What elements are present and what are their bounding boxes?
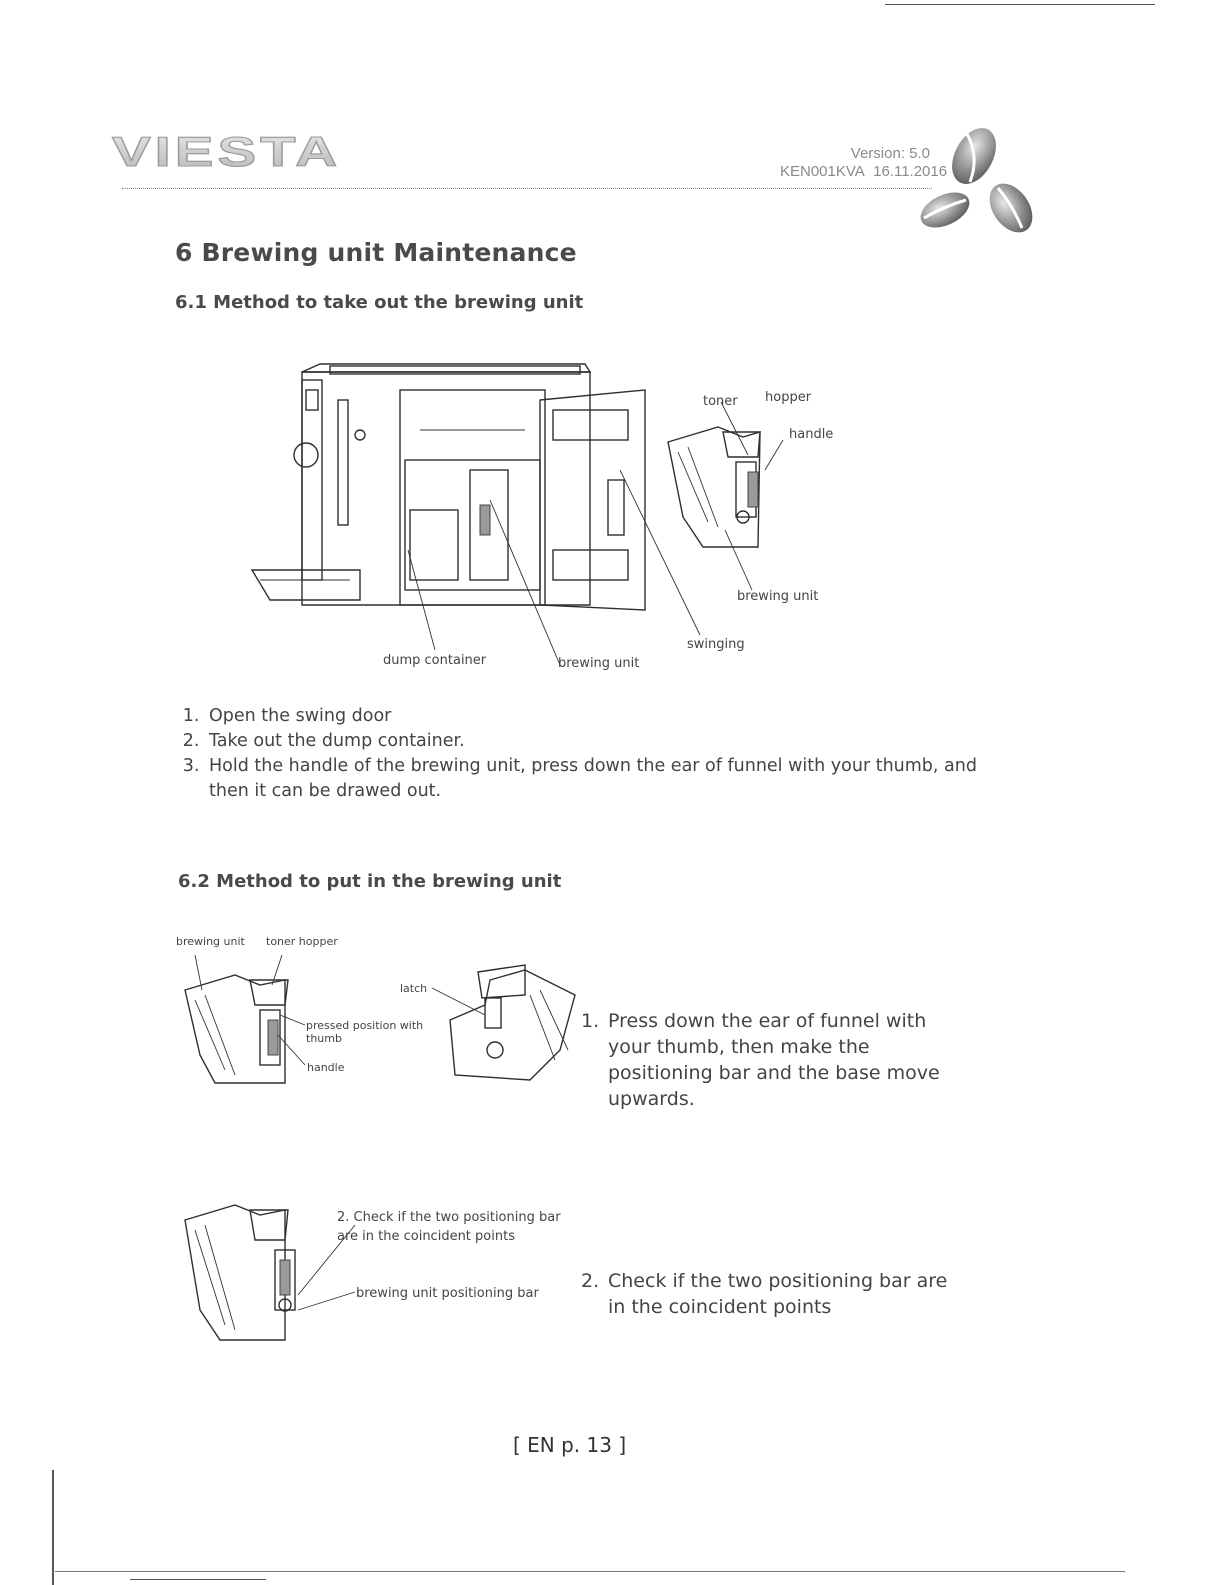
version-block: [780, 145, 948, 181]
label-swinging: swinging: [687, 637, 745, 652]
label-brewing-unit-right: brewing unit: [737, 589, 819, 604]
section-title: 6 Brewing unit Maintenance: [175, 238, 577, 267]
subsection-6-1-title: 6.1 Method to take out the brewing unit: [175, 292, 584, 313]
version-label: Version: 5.0: [850, 145, 930, 162]
step2-1-number: 1.: [581, 1010, 600, 1032]
steps-list: [175, 704, 995, 804]
top-edge-line: [885, 4, 1155, 5]
coffee-beans-logo-icon: [918, 118, 1043, 236]
brewing-unit-positioning-illustration: [180, 1200, 360, 1350]
label-handle: handle: [789, 427, 834, 442]
label-positioning-bar: brewing unit positioning bar: [356, 1286, 539, 1301]
subsection-6-2-title: 6.2 Method to put in the brewing unit: [178, 871, 562, 892]
label-handle-62: handle: [307, 1061, 345, 1074]
brand-logo-text: VIESTA: [112, 128, 342, 176]
doc-code: KEN001KVA: [780, 163, 865, 180]
header-divider: [122, 188, 932, 189]
step-1: 1. Open the swing door: [205, 704, 995, 729]
label-toner: toner: [703, 394, 738, 409]
brewing-unit-insert-illustration-1: [180, 955, 310, 1090]
brewing-unit-insert-illustration-2: [430, 960, 585, 1085]
bottom-rule: [55, 1571, 1125, 1572]
step-2: 2. Take out the dump container.: [205, 729, 995, 754]
page-number: [ EN p. 13 ]: [513, 1433, 627, 1457]
left-edge-line: [52, 1470, 54, 1585]
label-pressed-position: pressed position with thumb: [306, 1019, 424, 1045]
label-latch: latch: [400, 982, 428, 995]
step-3: 3. Hold the handle of the brewing unit, press down the ear of funnel with your thumb, and then it can be drawed out.: [205, 754, 995, 804]
bottom-link-underline: [130, 1579, 266, 1580]
figure1-leader-lines: [380, 380, 860, 670]
step2-1-text: Press down the ear of funnel with your thumb, then make the positioning bar and the base move upwards.: [608, 1010, 940, 1110]
label-toner-hopper: toner hopper: [266, 935, 338, 948]
step2-2-number: 2.: [581, 1270, 600, 1292]
doc-code-date: [780, 163, 948, 181]
label-brewing-unit-center: brewing unit: [558, 656, 640, 671]
label-brewing-unit-62: brewing unit: [176, 935, 245, 948]
step2-2-text: Check if the two positioning bar are in the coincident points: [608, 1270, 948, 1318]
doc-date: 16.11.2016: [873, 163, 948, 180]
label-hopper: hopper: [765, 390, 812, 405]
label-check-bar: 2. Check if the two positioning bar are in the coincident points: [337, 1210, 561, 1244]
label-dump-container: dump container: [383, 653, 487, 668]
